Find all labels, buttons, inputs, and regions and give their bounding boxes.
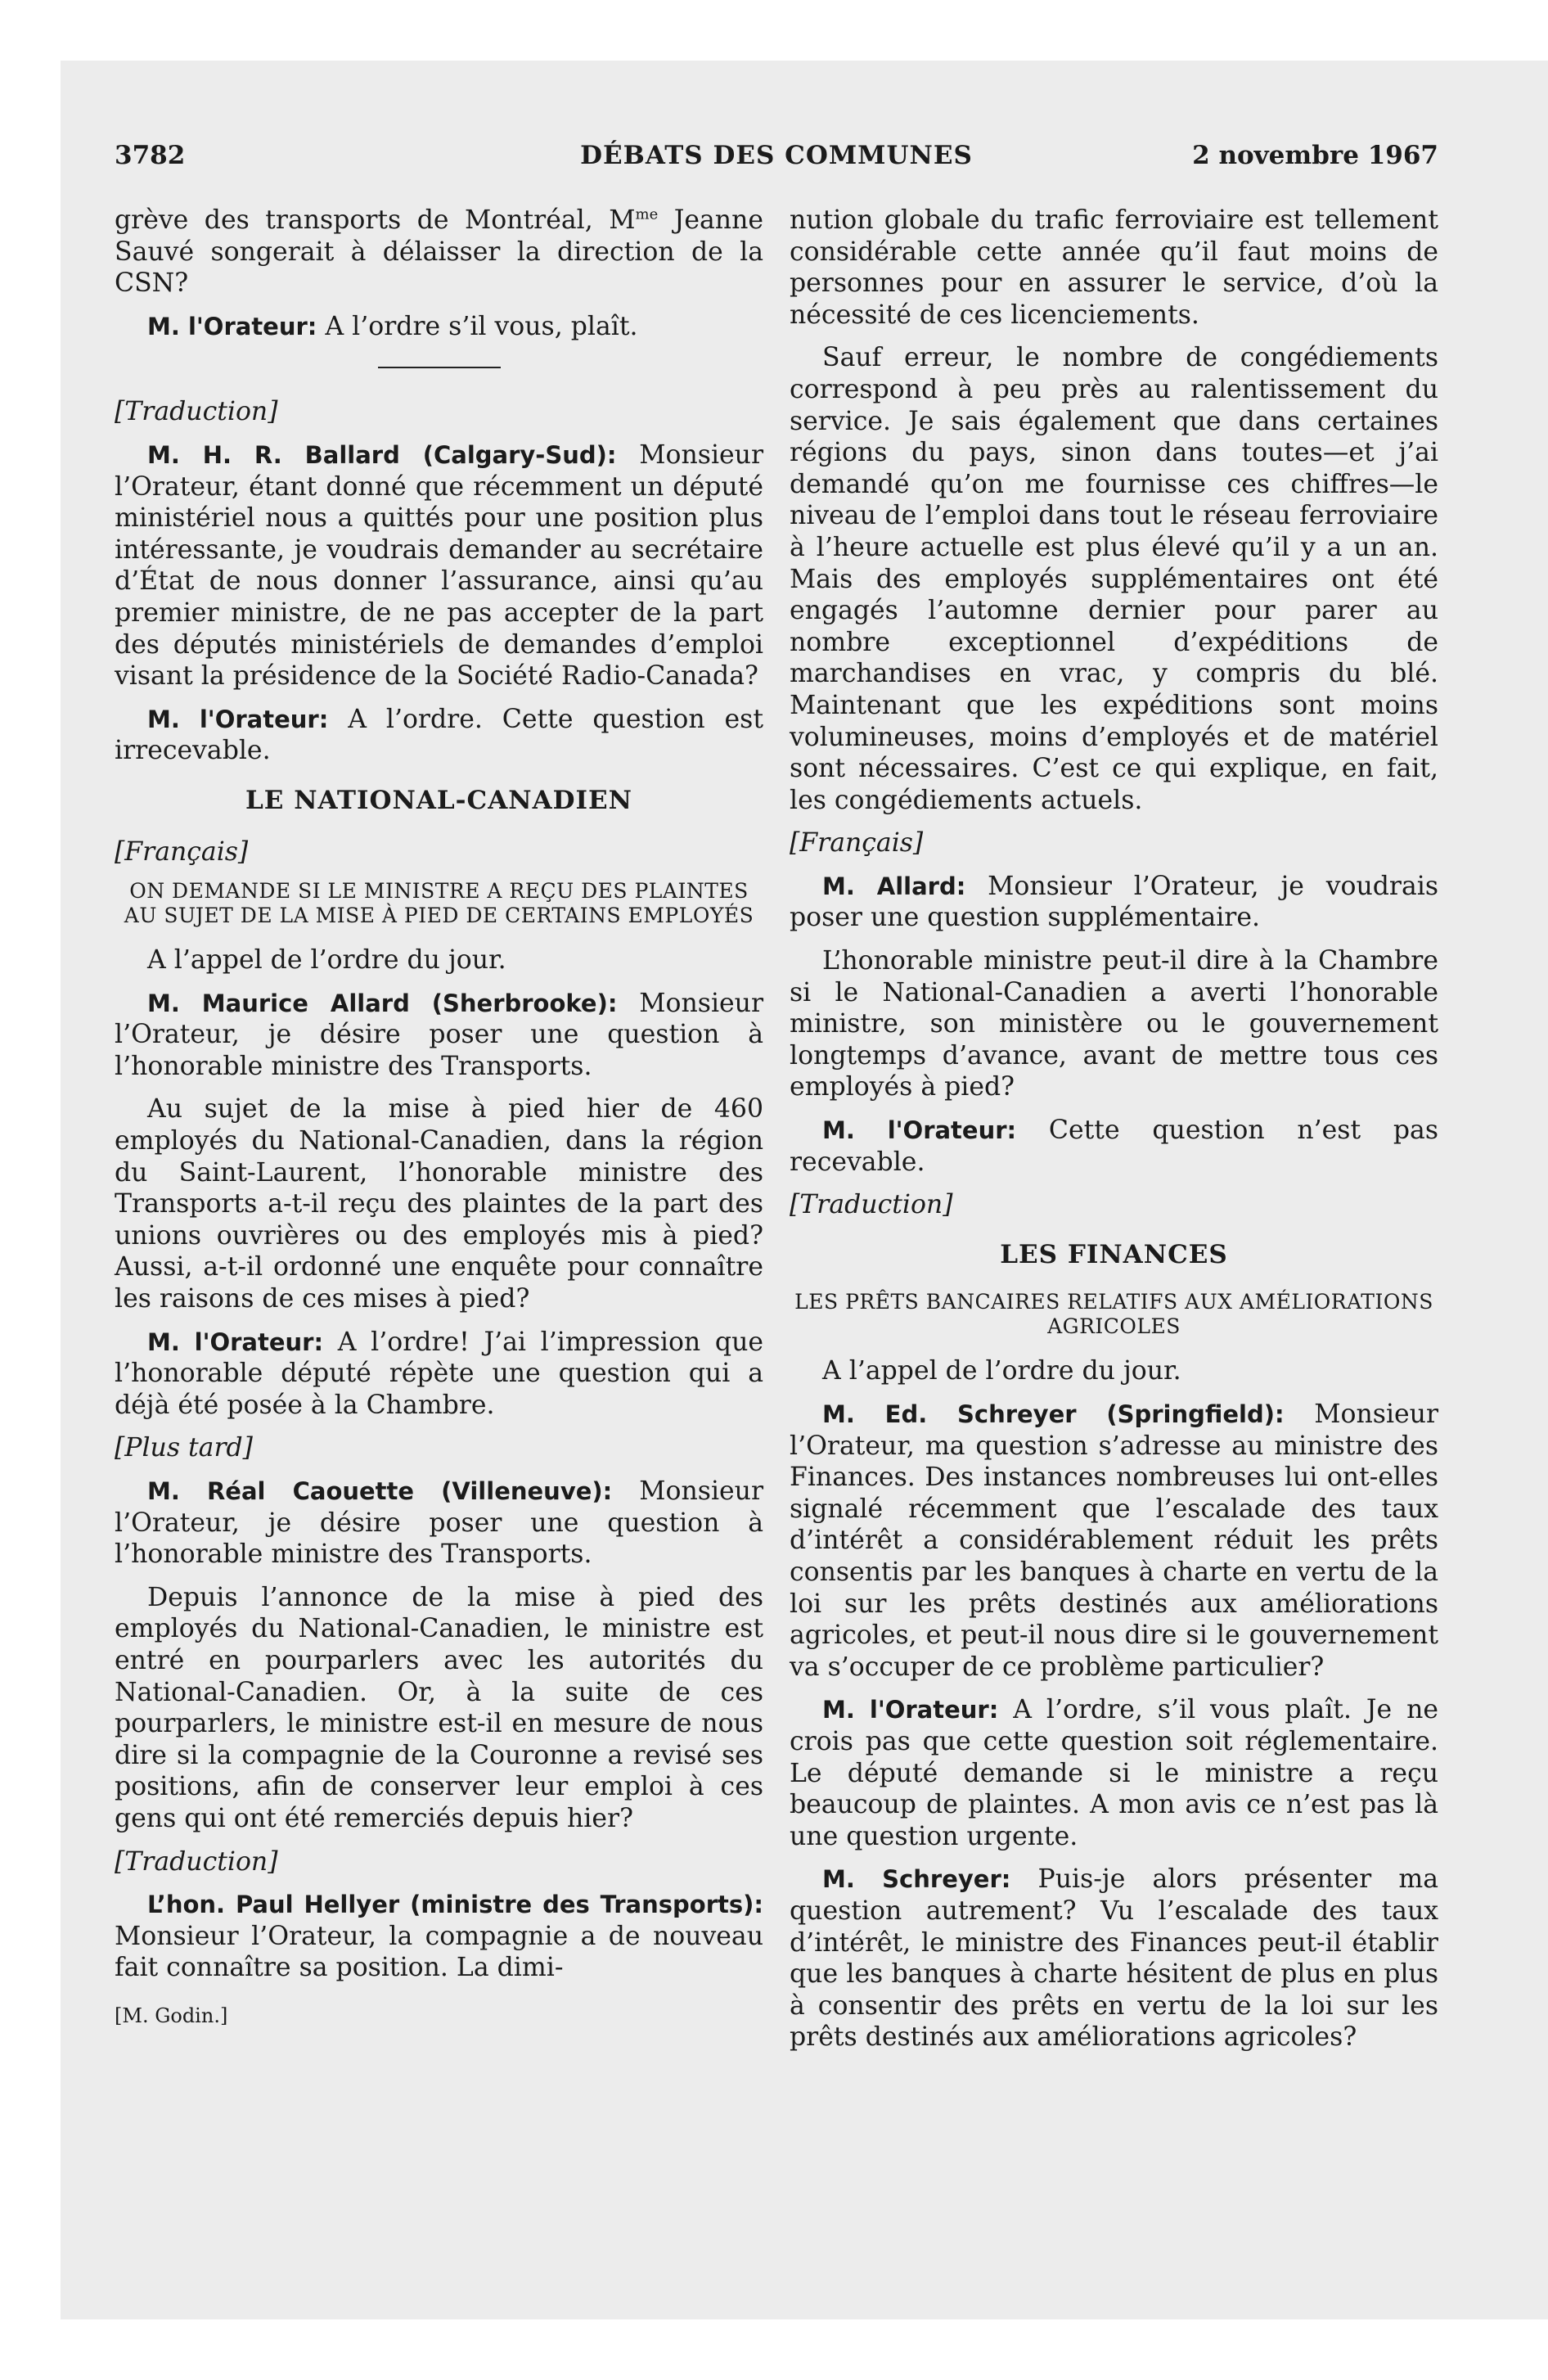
time-tag: [Plus tard]	[115, 1433, 253, 1463]
language-tag: [Traduction]	[115, 1846, 278, 1877]
paragraph: M. l'Orateur: A l’ordre! J’ai l’impression que l’honorable député répète une question qui a déjà été posée à la Chambre.	[115, 1327, 763, 1420]
speaker-name: M. l'Orateur:	[822, 1696, 999, 1724]
language-tag: [Français]	[790, 828, 924, 859]
paragraph: A l’appel de l’ordre du jour.	[147, 945, 506, 976]
paragraph: grève des transports de Montréal, $M^{me}$ Jeanne Sauvé songerait à délaisser la direction de la CSN?	[115, 205, 763, 299]
speaker-name: M. Réal Caouette (Villeneuve):	[147, 1477, 613, 1505]
paragraph: M. l'Orateur: A l’ordre s’il vous, plaît.	[147, 311, 638, 341]
footer-note: [M. Godin.]	[115, 2004, 228, 2027]
speaker-name: M. Maurice Allard (Sherbrooke):	[147, 989, 618, 1017]
paragraph: M. H. R. Ballard (Calgary-Sud): Monsieur l’Orateur, étant donné que récemment un député ministériel nous a quittés pour une position plus intéressante, je voudrais demander au secrétaire d’État de nous donner l’assurance, ainsi qu’au premier ministre, de ne pas accepter de la part des députés ministériels de demandes d’emploi visant la présidence de la Société Radio-Canada?	[115, 439, 764, 692]
paragraph: A l’appel de l’ordre du jour.	[822, 1356, 1181, 1386]
page-header	[115, 141, 1438, 180]
sub-heading: ON DEMANDE SI LE MINISTRE A REÇU DES PLAINTES AU SUJET DE LA MISE À PIED DE CERTAINS EMPLOYÉS	[124, 879, 754, 928]
speaker-name: M. Ed. Schreyer (Springfield):	[822, 1400, 1285, 1428]
paragraph: M. l'Orateur: Cette question n’est pas recevable.	[790, 1116, 1439, 1177]
paragraph: Depuis l’annonce de la mise à pied des employés du National-Canadien, le ministre est entré en pourparlers avec les autorités du National-Canadien. Or, à la suite de ces pourparlers, le ministre est-il en mesure de nous dire si la compagnie de la Couronne a revisé ses positions, afin de conserver leur emploi à ces gens qui ont été remerciés depuis hier?	[115, 1582, 763, 1833]
paragraph: M. Maurice Allard (Sherbrooke): Monsieur l’Orateur, je désire poser une question à l’honorable ministre des Transports.	[115, 988, 763, 1081]
paragraph: M. l'Orateur: A l’ordre, s’il vous plaît. Je ne crois pas que cette question soit réglementaire. Le député demande si le ministre a reçu beaucoup de plaintes. A mon avis ce n’est pas là une question urgente.	[790, 1695, 1438, 1851]
paragraph: M. l'Orateur: A l’ordre. Cette question est irrecevable.	[115, 704, 763, 766]
speaker-name: M. l'Orateur:	[147, 312, 317, 340]
left-column	[115, 205, 763, 2032]
speaker-name: M. Allard:	[822, 872, 966, 900]
language-tag: [Français]	[115, 836, 249, 867]
section-title: LE NATIONAL-CANADIEN	[245, 785, 632, 815]
speaker-name: L’hon. Paul Hellyer (ministre des Transports):	[147, 1891, 763, 1919]
speaker-name: M. l'Orateur:	[147, 1327, 324, 1356]
section-divider	[378, 367, 501, 368]
paragraph: M. Allard: Monsieur l’Orateur, je voudrais poser une question supplémentaire.	[790, 871, 1438, 933]
paragraph: Au sujet de la mise à pied hier de 460 employés du National-Canadien, dans la région du Saint-Laurent, l’honorable ministre des Transports a-t-il reçu des plaintes de la part des unions ouvrières ou des employés mis à pied? Aussi, a-t-il ordonné une enquête pour connaître les raisons de ces mises à pied?	[115, 1094, 763, 1314]
right-column	[790, 205, 1438, 2065]
paragraph: nution globale du trafic ferroviaire est tellement considérable cette année qu’il faut moins de personnes pour en assurer le service, d’où la nécessité de ces licenciements.	[790, 205, 1438, 330]
speaker-name: M. Schreyer:	[822, 1865, 1011, 1894]
speaker-name: M. l'Orateur:	[147, 705, 329, 733]
speaker-name: M. l'Orateur:	[822, 1116, 1017, 1145]
paragraph: L’honorable ministre peut-il dire à la Chambre si le National-Canadien a averti l’honorable ministre, son ministère ou le gouvernement longtemps d’avance, avant de mettre tous ces employés à pied?	[790, 946, 1438, 1102]
paragraph: M. Réal Caouette (Villeneuve): Monsieur l’Orateur, je désire poser une question à l’honorable ministre des Transports.	[115, 1476, 764, 1570]
section-title: LES FINANCES	[1000, 1239, 1228, 1269]
page-number: 3782	[115, 141, 186, 170]
language-tag: [Traduction]	[115, 397, 278, 427]
language-tag: [Traduction]	[790, 1190, 953, 1220]
paragraph: M. Schreyer: Puis-je alors présenter ma question autrement? Vu l’escalade des taux d’intérêt, le ministre des Finances peut-il établir que les banques à charte hésitent de plus en plus à consentir des prêts en vertu de la loi sur les prêts destinés aux améliorations agricoles?	[790, 1864, 1438, 2053]
publication-title: DÉBATS DES COMMUNES	[580, 141, 973, 170]
speaker-name: M. H. R. Ballard (Calgary-Sud):	[147, 440, 617, 469]
paragraph: L’hon. Paul Hellyer (ministre des Transports): Monsieur l’Orateur, la compagnie a de nouveau fait connaître sa position. La dimi-	[115, 1891, 763, 1983]
paragraph: M. Ed. Schreyer (Springfield): Monsieur l’Orateur, ma question s’adresse au ministre des Finances. Des instances nombreuses lui ont-elles signalé récemment que l’escalade des taux d’intérêt a considérablement réduit les prêts consentis par les banques à charte en vertu de la loi sur les prêts destinés aux améliorations agricoles, et peut-il nous dire si le gouvernement va s’occuper de ce problème particulier?	[790, 1400, 1439, 1682]
sitting-date: 2 novembre 1967	[1192, 141, 1438, 170]
paragraph: Sauf erreur, le nombre de congédiements correspond à peu près au ralentissement du service. Je sais également que dans certaines régions du pays, sinon dans toutes—et j’ai demandé qu’on me fournisse ces chiffres—le niveau de l’emploi dans tout le réseau ferroviaire à l’heure actuelle est plus élevé qu’il y a un an. Mais des employés supplémentaires ont été engagés l’automne dernier pour parer au nombre exceptionnel d’expéditions de marchandises en vrac, y compris du blé. Maintenant que les expéditions sont moins volumineuses, moins d’employés et de matériel sont nécessaires. C’est ce qui explique, en fait, les congédiements actuels.	[790, 343, 1438, 815]
sub-heading: LES PRÊTS BANCAIRES RELATIFS AUX AMÉLIORATIONS AGRICOLES	[794, 1290, 1433, 1339]
